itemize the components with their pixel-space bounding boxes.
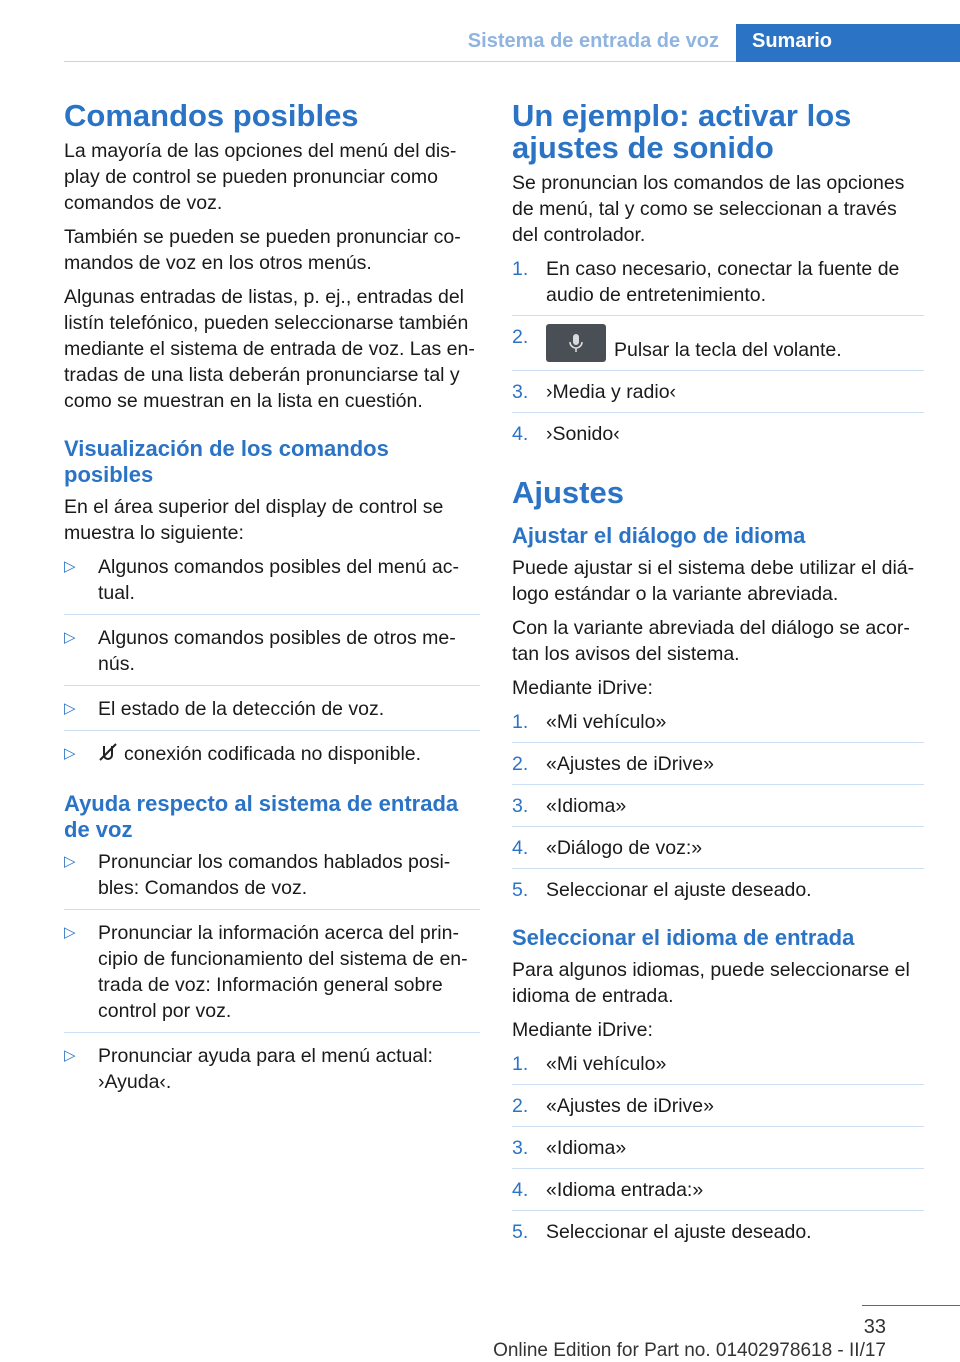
paragraph: Algunas entradas de listas, p. ej., entradas del listín telefónico, pueden seleccionarse también mediante el sistema de entrada de voz. Las entradas de una lista deberán pronunciarse tal y como se muestran en la lista en cuestión. (64, 286, 475, 412)
step-number: 2. (512, 1095, 529, 1117)
list-item: ▷ Pronunciar ayuda para el menú actual: ›Ayuda‹. (64, 1045, 433, 1093)
list-item: ▷ Algunos comandos posibles del menú actual. (64, 554, 480, 615)
steps-dialogo (512, 709, 924, 903)
heading-idioma-entrada: Seleccionar el idioma de entrada (512, 925, 855, 950)
step-number: 4. (512, 837, 529, 859)
list-item: 3. «Idioma» (512, 1135, 924, 1169)
step-number: 4. (512, 423, 529, 445)
list-item: 4. «Diálogo de voz:» (512, 835, 924, 869)
bullet-list-visualizacion (64, 554, 480, 769)
step-number: 1. (512, 1053, 529, 1075)
paragraph: Para algunos idiomas, puede seleccionarse el idioma de entrada. (512, 959, 910, 1007)
left-column (64, 100, 480, 1101)
footer-rule (862, 1305, 960, 1306)
list-item: ▷ Pronunciar la información acerca del principio de funcionamiento del sistema de entrada de voz: Información general sobre control por voz. (64, 920, 480, 1033)
step-number: 5. (512, 1221, 529, 1243)
heading-visualizacion: Visualización de los comandos posibles (64, 436, 389, 487)
heading-dialogo-idioma: Ajustar el diálogo de idioma (512, 523, 806, 548)
triangle-bullet-icon: ▷ (64, 629, 76, 646)
paragraph: Mediante iDrive: (512, 1019, 653, 1041)
step-number: 2. (512, 326, 529, 348)
paragraph: Se pronuncian los comandos de las opciones de menú, tal y como se seleccionan a través del controlador. (512, 172, 905, 246)
list-item: ▷ Pronunciar los comandos hablados posibles: Comandos de voz. (64, 849, 480, 910)
triangle-bullet-icon: ▷ (64, 558, 76, 575)
list-item: 1. «Mi vehículo» (512, 709, 924, 743)
steps-idioma-entrada (512, 1051, 924, 1245)
step-number: 3. (512, 795, 529, 817)
page-number: 33 (863, 1316, 886, 1338)
step-number: 1. (512, 258, 529, 280)
header-section-title[interactable]: Sistema de entrada de voz (467, 30, 719, 52)
step-number: 3. (512, 381, 529, 403)
list-item: 5. Seleccionar el ajuste deseado. (512, 1221, 812, 1243)
steps-ejemplo (512, 256, 924, 447)
list-item: ▷ conexión codificada no disponible. (64, 741, 480, 769)
crossed-connection-icon (98, 742, 118, 769)
triangle-bullet-icon: ▷ (64, 700, 76, 717)
edition-footer: Online Edition for Part no. 01402978618 - II/17 (493, 1340, 886, 1361)
list-item: ▷ El estado de la detección de voz. (64, 696, 480, 731)
triangle-bullet-icon: ▷ (64, 1047, 76, 1064)
list-item: 1. En caso necesario, conectar la fuente de audio de entretenimiento. (512, 256, 924, 316)
list-item: 4. «Idioma entrada:» (512, 1177, 924, 1211)
list-item: 3. «Idioma» (512, 793, 924, 827)
bullet-list-ayuda (64, 849, 480, 1095)
right-column (512, 100, 924, 1251)
triangle-bullet-icon: ▷ (64, 924, 76, 941)
list-item: 2. «Ajustes de iDrive» (512, 1093, 924, 1127)
step-number: 2. (512, 753, 529, 775)
list-item: ▷ Algunos comandos posibles de otros menús. (64, 625, 480, 686)
list-item: 4. ›Sonido‹ (512, 423, 620, 445)
list-item: 1. «Mi vehículo» (512, 1051, 924, 1085)
heading-ejemplo: Un ejemplo: activar los ajustes de sonido (512, 98, 852, 165)
heading-ayuda: Ayuda respecto al sistema de entrada de voz (64, 791, 459, 842)
voice-button-icon (546, 324, 606, 362)
list-item: 2. «Ajustes de iDrive» (512, 751, 924, 785)
paragraph: En el área superior del display de control se muestra lo siguiente: (64, 496, 444, 544)
paragraph: Mediante iDrive: (512, 677, 653, 699)
paragraph: La mayoría de las opciones del menú del display de control se pueden pronunciar como comandos de voz. (64, 140, 457, 214)
list-item: 5. Seleccionar el ajuste deseado. (512, 879, 812, 901)
step-number: 4. (512, 1179, 529, 1201)
heading-ajustes: Ajustes (512, 475, 624, 510)
triangle-bullet-icon: ▷ (64, 745, 76, 762)
heading-comandos-posibles: Comandos posibles (64, 98, 359, 133)
list-item: 2. Pulsar la tecla del volante. (512, 324, 924, 371)
paragraph: Con la variante abreviada del diálogo se acortan los avisos del sistema. (512, 617, 910, 665)
paragraph: Puede ajustar si el sistema debe utilizar el diálogo estándar o la variante abreviada. (512, 557, 915, 605)
step-number: 1. (512, 711, 529, 733)
step-number: 5. (512, 879, 529, 901)
triangle-bullet-icon: ▷ (64, 853, 76, 870)
header-tab-sumario[interactable]: Sumario (736, 24, 960, 62)
paragraph: También se pueden se pueden pronunciar comandos de voz en los otros menús. (64, 226, 461, 274)
list-item: 3. ›Media y radio‹ (512, 379, 924, 413)
step-number: 3. (512, 1137, 529, 1159)
